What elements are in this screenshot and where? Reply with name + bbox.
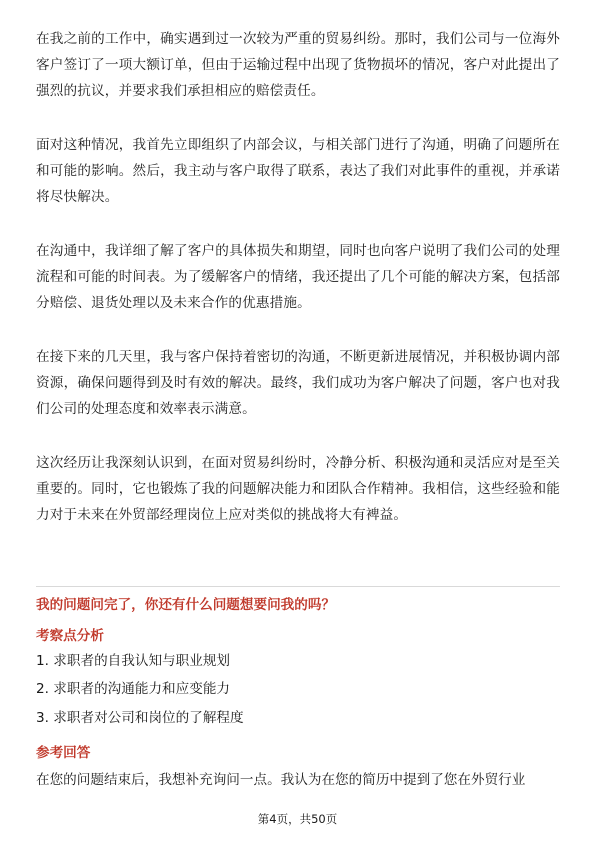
analysis-item: 3. 求职者对公司和岗位的了解程度 xyxy=(36,710,244,726)
paragraph: 在沟通中，我详细了解了客户的具体损失和期望，同时也向客户说明了我们公司的处理流程和可能的时间表。为了缓解客户的情绪，我还提出了几个可能的解决方案，包括部分赔偿、退货处理以及未来合作的优惠措施。 xyxy=(36,243,560,311)
answer-body xyxy=(36,26,560,536)
analysis-item: 1. 求职者的自我认知与职业规划 xyxy=(36,653,231,669)
question-title: 我的问题问完了，你还有什么问题想要问我的吗？ xyxy=(36,597,336,613)
paragraph: 在接下来的几天里，我与客户保持着密切的沟通，不断更新进展情况，并积极协调内部资源，确保问题得到及时有效的解决。最终，我们成功为客户解决了问题，客户也对我们公司的处理态度和效率表示满意。 xyxy=(36,349,560,417)
paragraph: 在我之前的工作中，确实遇到过一次较为严重的贸易纠纷。那时，我们公司与一位海外客户签订了一项大额订单，但由于运输过程中出现了货物损坏的情况，客户对此提出了强烈的抗议，并要求我们承担相应的赔偿责任。 xyxy=(36,31,560,99)
paragraph: 这次经历让我深刻认识到，在面对贸易纠纷时，冷静分析、积极沟通和灵活应对是至关重要的。同时，它也锻炼了我的问题解决能力和团队合作精神。我相信，这些经验和能力对于未来在外贸部经理岗位上应对类似的挑战将大有裨益。 xyxy=(36,455,560,523)
paragraph: 面对这种情况，我首先立即组织了内部会议，与相关部门进行了沟通，明确了问题所在和可能的影响。然后，我主动与客户取得了联系，表达了我们对此事件的重视，并承诺将尽快解决。 xyxy=(36,137,560,205)
analysis-item: 2. 求职者的沟通能力和应变能力 xyxy=(36,681,231,697)
analysis-heading: 考察点分析 xyxy=(36,628,104,644)
section-divider xyxy=(36,586,560,587)
page-number: 第4页，共50页 xyxy=(257,812,338,826)
reference-answer-text: 在您的问题结束后，我想补充询问一点。我认为在您的简历中提到了您在外贸行业 xyxy=(36,772,526,788)
reference-heading: 参考回答 xyxy=(36,745,91,761)
